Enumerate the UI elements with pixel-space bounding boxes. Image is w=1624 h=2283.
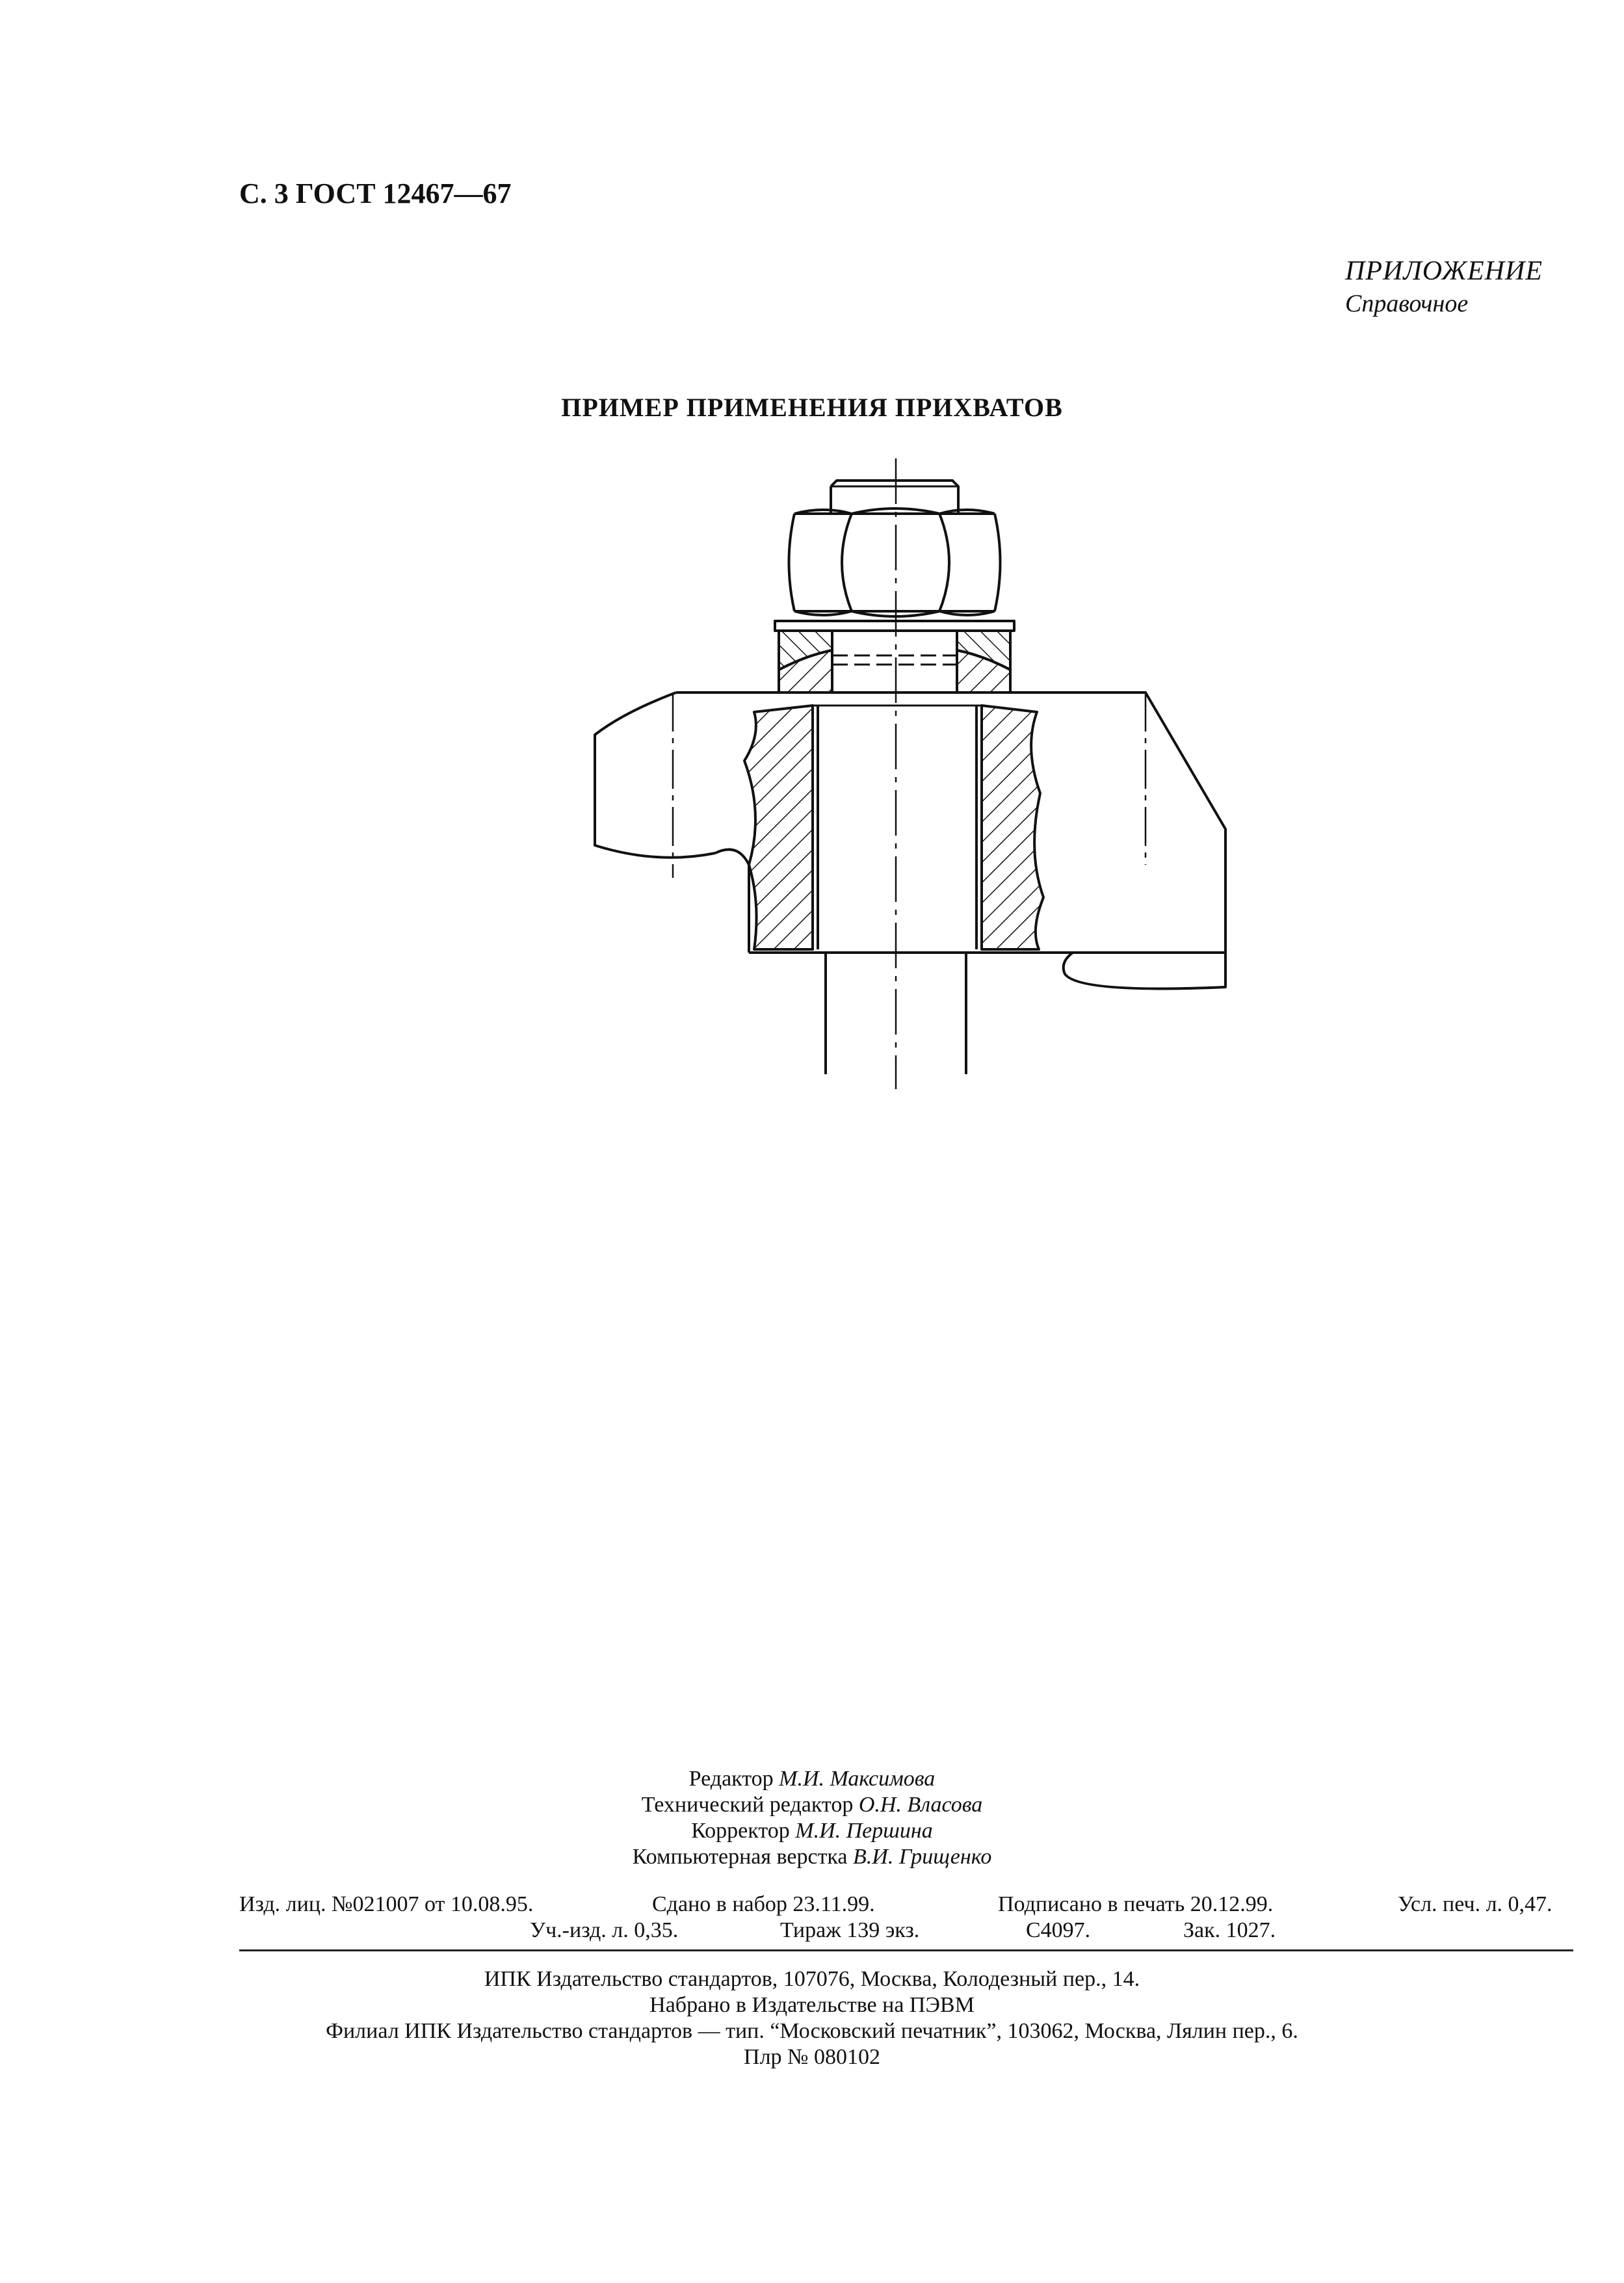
- clamp-body: [595, 693, 1225, 989]
- credit-tech-editor: [0, 1793, 1624, 1817]
- credit-name: М.И. Першина: [795, 1819, 933, 1843]
- credit-name: М.И. Максимова: [779, 1767, 936, 1791]
- imprint-line: Набрано в Издательстве на ПЭВМ: [649, 1993, 975, 2017]
- imprint-line: Плр № 080102: [744, 2045, 880, 2069]
- pub-typeset: Сдано в набор 23.11.99.: [652, 1892, 875, 1916]
- credit-role: Технический редактор: [641, 1793, 854, 1817]
- credit-editor: [0, 1767, 1624, 1791]
- spherical-washers: [775, 621, 1014, 693]
- credit-name: О.Н. Власова: [858, 1793, 983, 1817]
- credit-role: Редактор: [688, 1767, 774, 1791]
- credit-role: Компьютерная верстка: [632, 1845, 848, 1869]
- pub-edit-sheets: Уч.-изд. л. 0,35.: [530, 1918, 679, 1942]
- appendix-block: [1345, 256, 1543, 318]
- credit-name: В.И. Грищенко: [853, 1845, 992, 1869]
- appendix-type: Справочное: [1345, 290, 1469, 317]
- page-header: С. 3 ГОСТ 12467—67: [239, 178, 512, 209]
- appendix-label: ПРИЛОЖЕНИЕ: [1345, 256, 1543, 286]
- center-lines: [673, 458, 1146, 1089]
- divider-line: [239, 1949, 1573, 1951]
- clamp-drawing: [566, 449, 1235, 1092]
- pub-print-sheets: Усл. печ. л. 0,47.: [1398, 1892, 1552, 1916]
- imprint-line: ИПК Издательство стандартов, 107076, Москва, Колодезный пер., 14.: [484, 1967, 1140, 1991]
- pub-order: Зак. 1027.: [1183, 1918, 1276, 1942]
- imprint-line: Филиал ИПК Издательство стандартов — тип. “Московский печатник”, 103062, Москва, Лялин пер., 6.: [326, 2019, 1298, 2043]
- hex-nut: [789, 508, 1001, 616]
- credit-proofreader: [0, 1819, 1624, 1843]
- credit-layout: [0, 1845, 1624, 1869]
- pub-license: Изд. лиц. №021007 от 10.08.95.: [239, 1892, 534, 1916]
- pub-code: С4097.: [1026, 1918, 1091, 1942]
- figure-title: ПРИМЕР ПРИМЕНЕНИЯ ПРИХВАТОВ: [561, 393, 1063, 422]
- credit-role: Корректор: [691, 1819, 790, 1843]
- pub-signed: Подписано в печать 20.12.99.: [998, 1892, 1274, 1916]
- pub-circulation: Тираж 139 экз.: [780, 1918, 920, 1942]
